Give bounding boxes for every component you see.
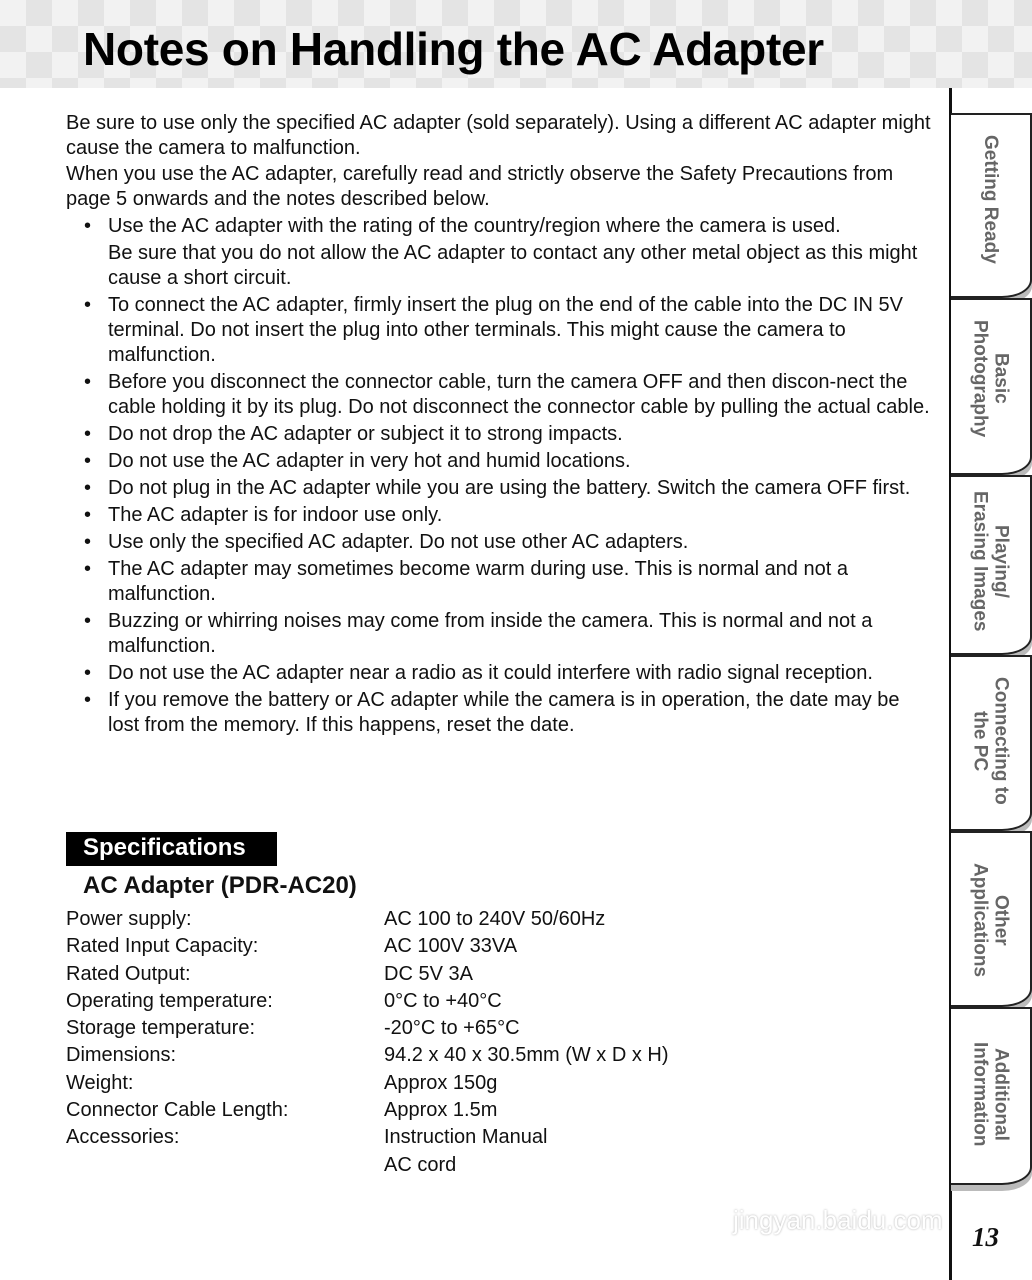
tab-playing-erasing[interactable] <box>951 475 1032 655</box>
specifications-subheading: AC Adapter (PDR-AC20) <box>83 872 357 899</box>
note-text: Before you disconnect the connector cable, turn the camera OFF and then discon-nect the cable holding it by its plug. Do not disconnect the connector cable by pulling the actual cable. <box>108 371 930 418</box>
note-text: To connect the AC adapter, firmly insert the plug on the end of the cable into the DC IN 5V terminal. Do not insert the plug into other terminals. This might cause the camera to malfunction. <box>108 294 903 366</box>
spec-label: Power supply: <box>66 908 192 930</box>
note-item <box>66 609 936 659</box>
tab-connecting-pc[interactable] <box>951 655 1032 831</box>
spec-label: Dimensions: <box>66 1044 177 1067</box>
spec-value: AC 100V 33VA <box>384 935 518 958</box>
specifications-table <box>66 906 669 1179</box>
spec-row <box>66 1070 669 1097</box>
spec-value: Instruction Manual <box>384 1126 548 1149</box>
note-item <box>66 449 936 474</box>
spec-label: Weight: <box>66 1071 134 1094</box>
note-text: The AC adapter may sometimes become warm during use. This is normal and not a malfunction. <box>108 558 848 605</box>
notes-body <box>66 111 936 740</box>
spec-row <box>66 988 669 1015</box>
note-text: The AC adapter is for indoor use only. <box>108 504 443 526</box>
tab-label: Other Applications <box>969 863 1012 978</box>
baidu-watermark-url: jingyan.baidu.com <box>733 1205 943 1235</box>
tab-other-applications[interactable] <box>951 831 1032 1007</box>
tab-additional-information[interactable] <box>951 1007 1032 1185</box>
spec-value: Approx 150g <box>384 1071 498 1094</box>
spec-label: Rated Output: <box>66 962 191 985</box>
note-text: Buzzing or whirring noises may come from inside the camera. This is normal and not a malfunction. <box>108 610 873 657</box>
bullet: • <box>84 371 92 393</box>
bullet: • <box>84 423 92 445</box>
tab-label: Getting Ready <box>980 135 1001 264</box>
page-title: Notes on Handling the AC Adapter <box>83 23 824 75</box>
spec-row <box>66 906 669 933</box>
note-text: Do not plug in the AC adapter while you are using the battery. Switch the camera OFF first. <box>108 477 911 499</box>
tab-label: Playing/ Erasing Images <box>969 491 1012 632</box>
spec-value: DC 5V 3A <box>384 962 473 985</box>
note-item <box>66 422 936 447</box>
tab-label: Additional Information <box>969 1042 1012 1147</box>
bullet: • <box>84 215 92 237</box>
spec-label: Connector Cable Length: <box>66 1099 289 1122</box>
spec-row <box>66 1015 669 1042</box>
spec-label: Accessories: <box>66 1126 180 1149</box>
note-item <box>66 476 936 501</box>
notes-list <box>66 214 936 738</box>
spec-value: Approx 1.5m <box>384 1099 498 1122</box>
spec-label: Rated Input Capacity: <box>66 935 259 958</box>
spec-row <box>66 961 669 988</box>
bullet: • <box>84 662 92 684</box>
spec-value: AC 100 to 240V 50/60Hz <box>384 908 606 930</box>
page-number: 13 <box>972 1222 999 1252</box>
spec-row <box>66 933 669 960</box>
spec-row <box>66 1097 669 1124</box>
note-item <box>66 530 936 555</box>
bullet: • <box>84 504 92 526</box>
note-item <box>66 661 936 686</box>
specifications-heading: Specifications <box>66 832 277 866</box>
note-text: Do not use the AC adapter in very hot and humid locations. <box>108 450 631 472</box>
tab-label: Connecting to the PC <box>969 677 1012 805</box>
bullet: • <box>84 558 92 580</box>
spec-label: Operating temperature: <box>66 989 273 1012</box>
bullet: • <box>84 531 92 553</box>
spec-value: AC cord <box>384 1153 457 1176</box>
note-text: Do not use the AC adapter near a radio as it could interfere with radio signal reception. <box>108 662 873 684</box>
tab-label: Basic Photography <box>969 320 1012 438</box>
bullet: • <box>84 689 92 711</box>
spec-value: 0°C to +40°C <box>384 989 502 1012</box>
spec-row <box>66 1124 669 1151</box>
note-item <box>66 370 936 420</box>
note-item <box>66 557 936 607</box>
spec-label: Storage temperature: <box>66 1017 255 1040</box>
note-item <box>66 214 936 291</box>
note-item <box>66 293 936 368</box>
spec-value: -20°C to +65°C <box>384 1017 520 1040</box>
note-item <box>66 688 936 738</box>
spec-row <box>66 1042 669 1069</box>
bullet: • <box>84 610 92 632</box>
spec-label <box>66 1152 384 1179</box>
note-subtext: Be sure that you do not allow the AC adapter to contact any other metal object as this might cause a short circuit. <box>108 242 918 289</box>
tab-getting-ready[interactable] <box>951 113 1032 298</box>
intro-paragraph: Be sure to use only the specified AC adapter (sold separately). Using a different AC adapter might cause the camera to malfunction. <box>66 112 931 159</box>
bullet: • <box>84 450 92 472</box>
bullet: • <box>84 294 92 316</box>
spec-row <box>66 1152 669 1179</box>
intro-paragraph: When you use the AC adapter, carefully read and strictly observe the Safety Precautions from page 5 onwards and the notes described below. <box>66 163 894 210</box>
note-text: Use only the specified AC adapter. Do not use other AC adapters. <box>108 531 689 553</box>
spec-value: 94.2 x 40 x 30.5mm (W x D x H) <box>384 1044 669 1067</box>
note-text: If you remove the battery or AC adapter while the camera is in operation, the date may be lost from the memory. If this happens, reset the date. <box>108 689 900 736</box>
note-item <box>66 503 936 528</box>
note-text: Use the AC adapter with the rating of the country/region where the camera is used. <box>108 215 841 237</box>
tab-basic-photography[interactable] <box>951 298 1032 475</box>
note-text: Do not drop the AC adapter or subject it to strong impacts. <box>108 423 623 445</box>
bullet: • <box>84 477 92 499</box>
